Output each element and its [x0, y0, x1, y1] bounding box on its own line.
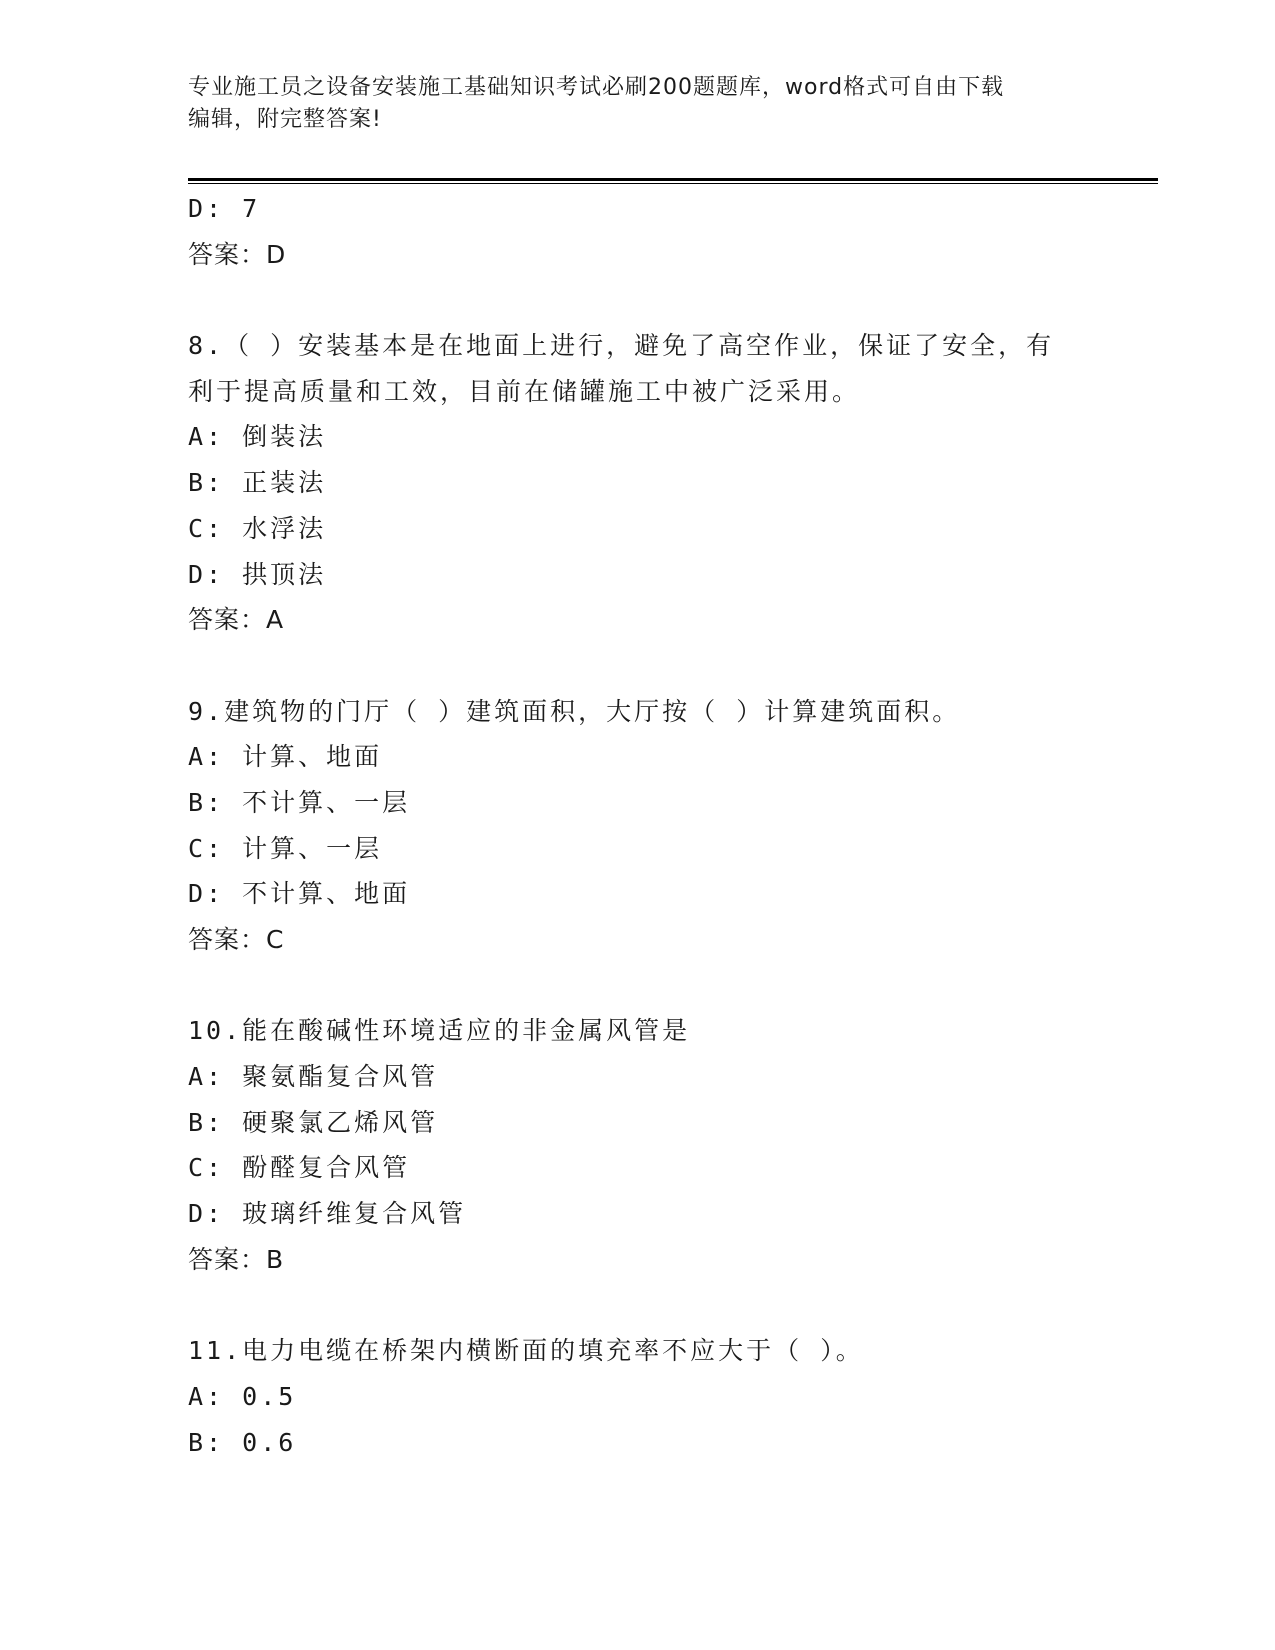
question-10 — [188, 1008, 1088, 1282]
answer: 答案：A — [188, 605, 285, 635]
question-stem-line: 利于提高质量和工效，目前在储罐施工中被广泛采用。 — [188, 376, 861, 406]
question-stem-line: 11.电力电缆在桥架内横断面的填充率不应大于（ ）。 — [188, 1336, 864, 1366]
spacer — [188, 643, 1088, 689]
prev-answer: 答案：D — [188, 239, 287, 269]
option-b: B: 硬聚氯乙烯风管 — [188, 1107, 439, 1137]
option-a: A: 聚氨酯复合风管 — [188, 1062, 439, 1092]
option-a: A: 0.5 — [188, 1381, 297, 1411]
option-d: D: 玻璃纤维复合风管 — [188, 1199, 467, 1229]
option-b: B: 0.6 — [188, 1427, 297, 1457]
header-rule-thin — [188, 183, 1158, 184]
header-rule-thick — [188, 178, 1158, 181]
question-9 — [188, 689, 1088, 963]
option-b: B: 正装法 — [188, 468, 327, 498]
question-stem-line: 9.建筑物的门厅（ ）建筑面积，大厅按（ ）计算建筑面积。 — [188, 696, 961, 726]
question-8 — [188, 323, 1088, 643]
option-a: A: 倒装法 — [188, 422, 327, 452]
option-b: B: 不计算、一层 — [188, 787, 411, 817]
question-content — [188, 186, 1088, 1465]
header-line-2: 编辑，附完整答案! — [188, 107, 382, 132]
answer: 答案：B — [188, 1244, 285, 1274]
option-d: D: 不计算、地面 — [188, 879, 411, 909]
option-c: C: 水浮法 — [188, 513, 327, 543]
option-a: A: 计算、地面 — [188, 742, 383, 772]
option-d: D: 拱顶法 — [188, 559, 327, 589]
prev-option-d: D: 7 — [188, 194, 261, 223]
spacer — [188, 1283, 1088, 1329]
spacer — [188, 963, 1088, 1009]
question-11 — [188, 1328, 1088, 1465]
option-c: C: 计算、一层 — [188, 833, 383, 863]
spacer — [188, 277, 1088, 323]
option-c: C: 酚醛复合风管 — [188, 1153, 411, 1183]
question-stem-line: 10.能在酸碱性环境适应的非金属风管是 — [188, 1016, 691, 1046]
answer: 答案：C — [188, 925, 285, 954]
header-line-1: 专业施工员之设备安装施工基础知识考试必刷200题题库，word格式可自由下载 — [188, 75, 1005, 100]
page-header — [188, 72, 1088, 136]
question-stem-line: 8.（ ）安装基本是在地面上进行，避免了高空作业，保证了安全，有 — [188, 331, 1055, 361]
